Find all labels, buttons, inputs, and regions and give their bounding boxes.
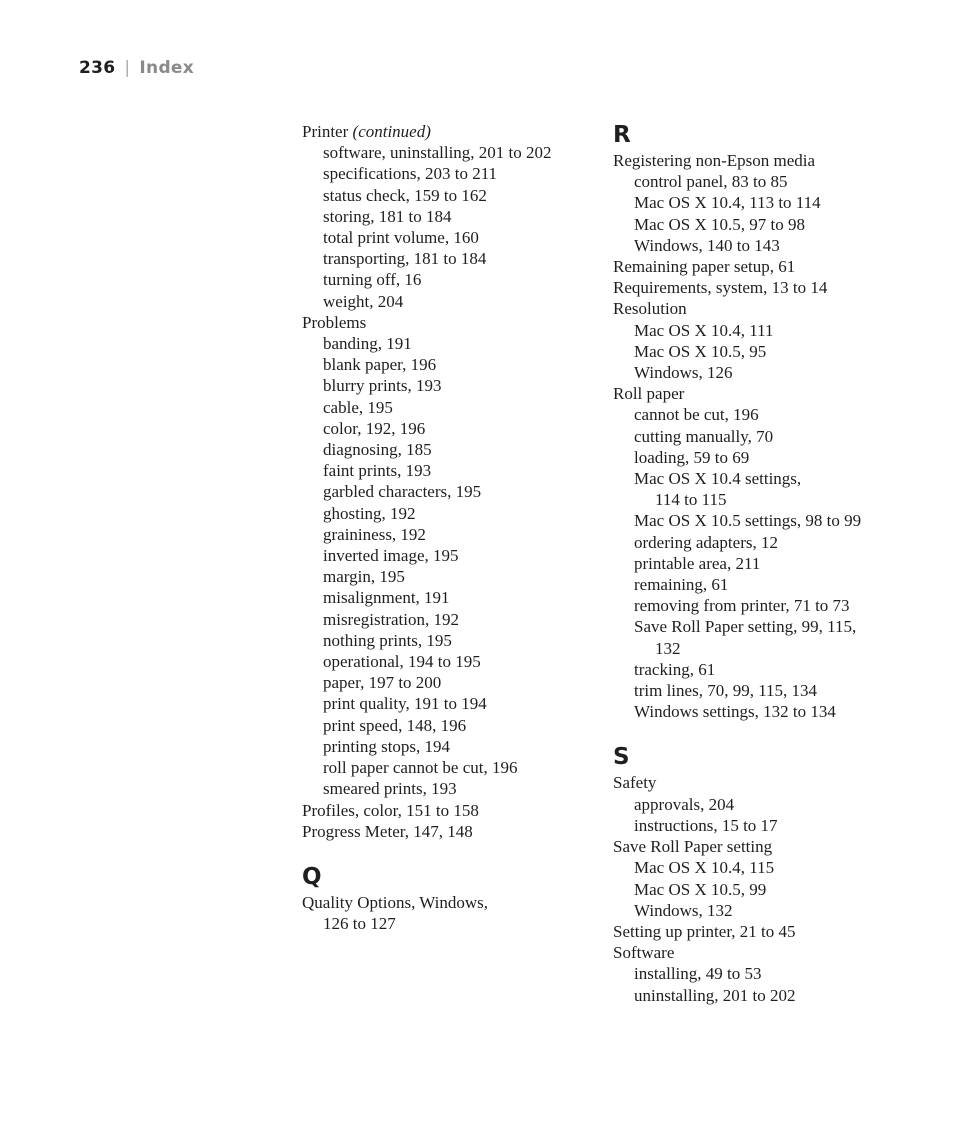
index-subentry: [613, 963, 913, 984]
index-subentry: [302, 269, 587, 290]
index-entry: [613, 383, 913, 404]
index-subentry: [302, 503, 587, 524]
index-entry-text: removing from printer, 71 to 73: [634, 596, 850, 616]
index-subentry: [302, 185, 587, 206]
index-entry-text: Progress Meter, 147, 148: [302, 821, 473, 841]
index-subentry: [302, 545, 587, 566]
index-entry-text: banding, 191: [323, 334, 412, 354]
index-subentry: [302, 609, 587, 630]
index-entry-text: tracking, 61: [634, 659, 716, 679]
index-entry-text: 132: [655, 638, 681, 658]
index-entry-text: misregistration, 192: [323, 609, 459, 629]
index-subentry: [302, 227, 587, 248]
index-entry-text: total print volume, 160: [323, 228, 479, 248]
index-entry-text: approvals, 204: [634, 794, 735, 814]
index-subentry: [302, 439, 587, 460]
index-entry-text: software, uninstalling, 201 to 202: [323, 143, 552, 163]
index-entry-text: operational, 194 to 195: [323, 652, 481, 672]
index-subentry: [302, 651, 587, 672]
index-letter-heading: Q: [302, 863, 322, 890]
running-head: [79, 58, 194, 78]
index-entry: [613, 277, 913, 298]
index-subentry: [613, 426, 913, 447]
index-letter-heading: R: [613, 122, 631, 148]
header-separator: |: [124, 58, 131, 78]
index-entry-text: Mac OS X 10.4, 113 to 114: [634, 193, 821, 213]
index-entry-text: faint prints, 193: [323, 461, 432, 481]
index-entry-text: control panel, 83 to 85: [634, 172, 788, 192]
index-entry-text: 126 to 127: [323, 914, 396, 934]
index-subentry: [613, 447, 913, 468]
index-subentry: [302, 142, 587, 163]
index-entry-text: specifications, 203 to 211: [323, 164, 498, 184]
index-entry-text: Setting up printer, 21 to 45: [613, 921, 796, 941]
index-subentry: [613, 794, 913, 815]
index-entry-text: margin, 195: [323, 567, 405, 587]
index-subentry: [613, 468, 913, 489]
index-subentry: [302, 291, 587, 312]
index-subentry: [613, 532, 913, 553]
index-subentry: [302, 778, 587, 799]
index-subentry: [302, 913, 587, 934]
index-subentry: [613, 574, 913, 595]
index-entry: [302, 121, 587, 142]
index-subentry: [613, 192, 913, 213]
index-entry: [302, 312, 587, 333]
index-entry-text: Mac OS X 10.5, 97 to 98: [634, 214, 805, 234]
index-letter-heading: S: [613, 744, 630, 771]
index-subentry: [613, 659, 913, 680]
index-entry: [613, 298, 913, 319]
index-subentry: [613, 879, 913, 900]
index-subentry: [302, 481, 587, 502]
index-entry-text: Safety: [613, 773, 657, 793]
index-subentry: [613, 815, 913, 836]
index-entry-text: print speed, 148, 196: [323, 715, 467, 735]
index-entry-text: 114 to 115: [655, 490, 727, 510]
index-subentry: [302, 248, 587, 269]
index-entry-text: ordering adapters, 12: [634, 532, 778, 552]
index-entry: [613, 256, 913, 277]
continued-note: (continued): [352, 122, 431, 141]
index-subentry: [613, 616, 913, 637]
index-entry-text: Roll paper: [613, 384, 685, 404]
index-entry-text: loading, 59 to 69: [634, 447, 750, 467]
index-entry: [613, 921, 913, 942]
page-number: 236: [79, 58, 116, 78]
index-subentry: [302, 375, 587, 396]
index-entry-text: cable, 195: [323, 397, 393, 417]
index-entry-text: Quality Options, Windows,: [302, 892, 489, 912]
index-entry-text: Problems: [302, 312, 367, 332]
index-entry: [613, 772, 913, 793]
index-entry-text: graininess, 192: [323, 524, 426, 544]
index-entry-text: transporting, 181 to 184: [323, 249, 487, 269]
index-entry-text: Mac OS X 10.5, 99: [634, 879, 767, 899]
index-subentry: [302, 715, 587, 736]
index-entry-text: turning off, 16: [323, 270, 422, 290]
index-subentry: [302, 524, 587, 545]
index-entry-text: printable area, 211: [634, 553, 761, 573]
index-entry-text: Mac OS X 10.5 settings, 98 to 99: [634, 511, 862, 531]
index-entry: [613, 836, 913, 857]
index-subentry: [613, 235, 913, 256]
index-entry-text: Save Roll Paper setting: [613, 837, 773, 857]
index-entry-text: smeared prints, 193: [323, 779, 457, 799]
section-title: Index: [139, 58, 195, 78]
index-entry-text: paper, 197 to 200: [323, 673, 442, 693]
index-subentry: [613, 362, 913, 383]
index-entry-text: misalignment, 191: [323, 588, 450, 608]
index-subentry: [302, 757, 587, 778]
index-subentry: [302, 397, 587, 418]
index-subentry: [302, 354, 587, 375]
index-entry-text: uninstalling, 201 to 202: [634, 985, 796, 1005]
index-entry-text: instructions, 15 to 17: [634, 815, 778, 835]
index-entry-text: weight, 204: [323, 291, 404, 311]
index-entry-text: Mac OS X 10.4, 115: [634, 858, 775, 878]
index-subentry: [613, 638, 913, 659]
index-entry-text: storing, 181 to 184: [323, 206, 452, 226]
index-subentry: [302, 736, 587, 757]
index-entry-text: Windows, 132: [634, 900, 733, 920]
index-column-right: [613, 121, 913, 1006]
index-entry-text: trim lines, 70, 99, 115, 134: [634, 681, 818, 701]
index-subentry: [302, 418, 587, 439]
index-entry-text: printing stops, 194: [323, 736, 451, 756]
index-subentry: [613, 510, 913, 531]
index-column-left: [302, 121, 587, 934]
index-subentry: [613, 341, 913, 362]
index-entry: [302, 892, 587, 913]
index-entry-text: nothing prints, 195: [323, 630, 452, 650]
index-entry-text: installing, 49 to 53: [634, 964, 762, 984]
index-entry-text: inverted image, 195: [323, 546, 459, 566]
index-subentry: [613, 320, 913, 341]
index-entry-text: Windows, 140 to 143: [634, 235, 780, 255]
index-entry: [302, 821, 587, 842]
index-entry-text: Profiles, color, 151 to 158: [302, 800, 479, 820]
index-subentry: [613, 857, 913, 878]
index-entry-text: Printer: [302, 122, 353, 141]
index-entry-text: cannot be cut, 196: [634, 405, 759, 425]
index-subentry: [302, 460, 587, 481]
index-entry-text: blurry prints, 193: [323, 376, 442, 396]
index-subentry: [613, 489, 913, 510]
index-entry-text: diagnosing, 185: [323, 440, 432, 460]
index-subentry: [613, 171, 913, 192]
index-subentry: [302, 672, 587, 693]
index-subentry: [302, 206, 587, 227]
index-entry-text: color, 192, 196: [323, 418, 426, 438]
index-subentry: [613, 404, 913, 425]
index-entry-text: status check, 159 to 162: [323, 185, 487, 205]
index-subentry: [613, 985, 913, 1006]
index-subentry: [613, 900, 913, 921]
index-entry-text: Registering non-Epson media: [613, 151, 816, 170]
index-subentry: [613, 553, 913, 574]
index-subentry: [302, 693, 587, 714]
index-subentry: [302, 333, 587, 354]
index-entry-text: Software: [613, 943, 675, 963]
index-entry-text: Windows settings, 132 to 134: [634, 702, 836, 722]
index-subentry: [613, 595, 913, 616]
index-entry-text: Mac OS X 10.4 settings,: [634, 469, 802, 489]
index-entry-text: Remaining paper setup, 61: [613, 257, 796, 277]
index-subentry: [302, 163, 587, 184]
index-entry: [613, 942, 913, 963]
index-subentry: [613, 680, 913, 701]
index-entry-text: Mac OS X 10.4, 111: [634, 320, 774, 340]
index-entry-text: remaining, 61: [634, 575, 729, 595]
index-subentry: [302, 630, 587, 651]
index-entry-text: Windows, 126: [634, 363, 733, 383]
index-subentry: [302, 566, 587, 587]
index-subentry: [302, 587, 587, 608]
index-entry: [302, 800, 587, 821]
index-entry-text: garbled characters, 195: [323, 482, 482, 502]
index-entry-text: Requirements, system, 13 to 14: [613, 278, 828, 298]
index-entry-text: Save Roll Paper setting, 99, 115,: [634, 617, 857, 637]
index-entry-text: roll paper cannot be cut, 196: [323, 758, 518, 778]
index-entry-text: cutting manually, 70: [634, 426, 774, 446]
index-entry-text: Mac OS X 10.5, 95: [634, 341, 767, 361]
index-entry-text: ghosting, 192: [323, 503, 416, 523]
index-subentry: [613, 701, 913, 722]
index-entry: [613, 150, 913, 171]
index-subentry: [613, 214, 913, 235]
index-entry-text: Resolution: [613, 299, 687, 319]
index-entry-text: blank paper, 196: [323, 355, 437, 375]
index-entry-text: print quality, 191 to 194: [323, 694, 487, 714]
